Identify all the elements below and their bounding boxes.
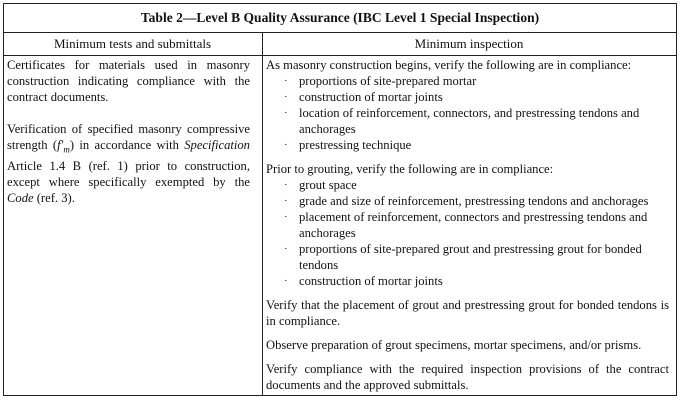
list-item: · placement of reinforcement, connectors and prestressing tendons and anchorages xyxy=(284,210,648,240)
compliance-verification-paragraph: Verify compliance with the required inspection provisions of the contract documents and the approved submittals. xyxy=(266,362,669,392)
column-header-inspection: Minimum inspection xyxy=(414,36,524,51)
bullet-icon: · xyxy=(284,243,288,255)
list-item: · construction of mortar joints xyxy=(284,90,443,104)
list-item: · prestressing technique xyxy=(284,138,412,152)
bullet-icon: · xyxy=(284,275,288,287)
specimen-preparation-paragraph: Observe preparation of grout specimens, mortar specimens, and/or prisms. xyxy=(266,338,642,352)
fm-symbol: $f'_m$ xyxy=(57,138,70,155)
grout-placement-paragraph: Verify that the placement of grout and prestressing grout for bonded tendons is in compliance. xyxy=(266,298,669,328)
certificates-paragraph: Certificates for materials used in masonry construction indicating compliance with the contract documents. xyxy=(7,58,250,104)
bullet-icon: · xyxy=(284,195,288,207)
inspection-column xyxy=(266,57,669,393)
bullet-icon: · xyxy=(284,211,288,223)
bullet-icon: · xyxy=(284,139,288,151)
masonry-begins-intro: As masonry construction begins, verify the following are in compliance: xyxy=(266,58,632,72)
column-header-row xyxy=(4,33,676,56)
bullet-icon: · xyxy=(284,91,288,103)
list-item: · grade and size of reinforcement, prestressing tendons and anchorages xyxy=(284,194,649,208)
specification-ref: Specification xyxy=(184,138,250,152)
tests-and-submittals-column xyxy=(7,57,250,206)
masonry-begins-list xyxy=(266,73,669,153)
column-header-tests: Minimum tests and submittals xyxy=(53,36,212,51)
bullet-icon: · xyxy=(284,107,288,119)
prior-to-grouting-intro: Prior to grouting, verify the following are in compliance: xyxy=(266,162,554,176)
bullet-icon: · xyxy=(284,75,288,87)
list-item: · grout space xyxy=(284,178,357,192)
code-ref: Code xyxy=(7,190,34,205)
table-title: Table 2—Level B Quality Assurance (IBC Level 1 Special Inspection) xyxy=(4,4,676,33)
list-item: · location of reinforcement, connectors, and prestressing tendons and anchorages xyxy=(284,106,640,136)
list-item: · construction of mortar joints xyxy=(284,274,443,288)
column-divider xyxy=(262,32,263,395)
list-item: · proportions of site-prepared mortar xyxy=(284,74,477,88)
prior-to-grouting-list xyxy=(266,177,669,289)
list-item: · proportions of site-prepared grout and prestressing grout for bonded tendons xyxy=(284,242,642,272)
compressive-strength-paragraph: Verification of specified masonry compressive strength $(f'_m)$ in accordance with Specification Article 1.4 B (ref. 1) prior to construction, except where specifically exempted by the Code (ref. 3). xyxy=(7,122,250,205)
bullet-icon: · xyxy=(284,179,288,191)
